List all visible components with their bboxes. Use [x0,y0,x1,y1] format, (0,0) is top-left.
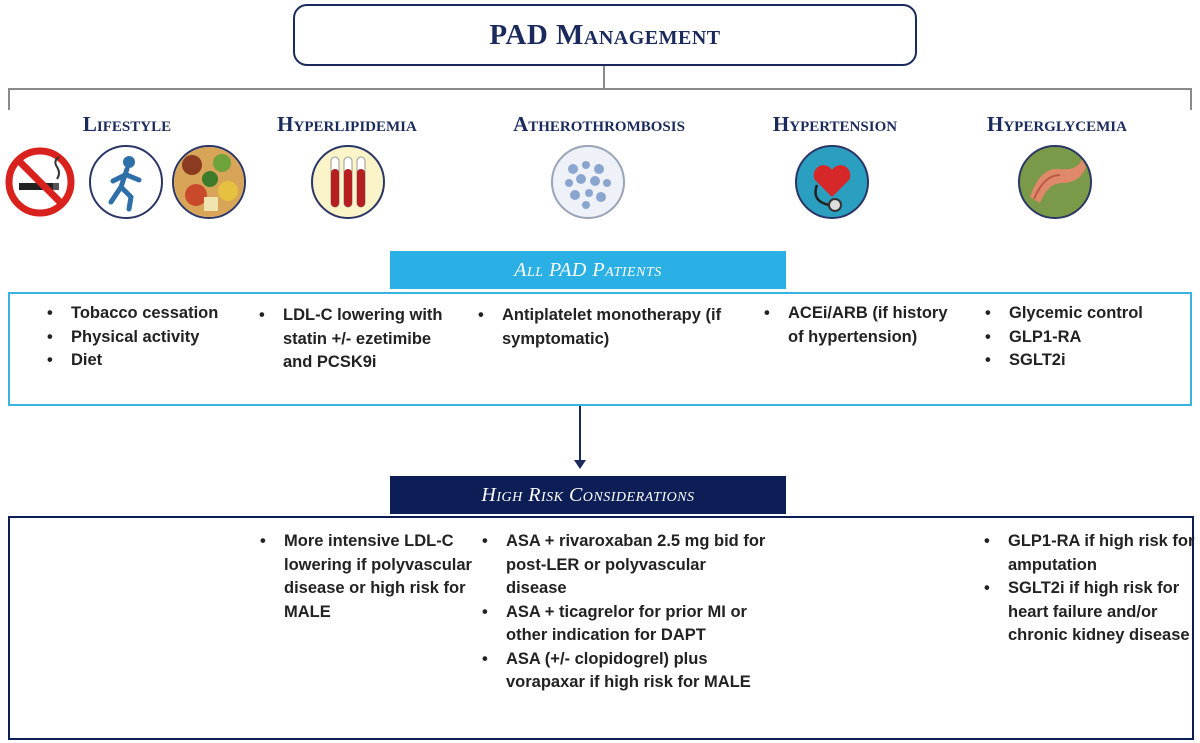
category-atherothrombosis: Atherothrombosis [513,112,685,136]
list-item: • Diet [71,349,261,373]
healthy-food-icon [172,145,246,219]
all-patients-col-hyperlipidemia [251,304,463,375]
high-risk-col-atherothrombosis [474,530,768,695]
category-hypertension: Hypertension [772,112,898,136]
high-risk-col-hyperglycemia [976,530,1200,648]
all-patients-col-atherothrombosis [470,304,762,351]
all-patients-col-lifestyle [39,302,261,373]
category-hyperlipidemia: Hyperlipidemia [277,112,417,136]
bracket-left-tick [8,88,10,110]
all-patients-col-hyperglycemia [977,302,1200,373]
list-item: • SGLT2i [1009,349,1200,373]
category-lifestyle: Lifestyle [82,112,172,136]
list-item: • More intensive LDL-C lowering if polyvascular disease or high risk for MALE [284,530,484,624]
flow-arrow-line [579,406,581,464]
category-hyperglycemia: Hyperglycemia [987,112,1127,136]
list-item: • Glycemic control [1009,302,1200,326]
list-item: • LDL-C lowering with statin +/- ezetimibe and PCSK9i [283,304,463,375]
title-box [293,4,917,66]
high-risk-col-hyperlipidemia [252,530,484,624]
list-item: • Physical activity [71,326,261,350]
heart-stethoscope-icon [795,145,869,219]
all-patients-col-hypertension [756,302,958,349]
list-item: • ASA + ticagrelor for prior MI or other indication for DAPT [506,601,768,648]
bracket-right-tick [1190,88,1192,110]
high-risk-banner: High Risk Considerations [390,476,786,514]
list-item: • ACEi/ARB (if history of hypertension) [788,302,958,349]
list-item: • Antiplatelet monotherapy (if symptomatic) [502,304,762,351]
runner-icon [89,145,163,219]
no-smoking-icon [5,147,75,217]
list-item: • Tobacco cessation [71,302,261,326]
list-item: • ASA (+/- clopidogrel) plus vorapaxar if high risk for MALE [506,648,768,695]
pancreas-icon [1018,145,1092,219]
platelets-icon [551,145,625,219]
title-connector [603,66,605,88]
list-item: • SGLT2i if high risk for heart failure and/or chronic kidney disease [1008,577,1200,648]
list-item: • GLP1-RA if high risk for amputation [1008,530,1200,577]
blood-tubes-icon [311,145,385,219]
category-bracket [8,88,1192,90]
all-patients-banner: All PAD Patients [390,251,786,289]
page-title: PAD Management [489,18,721,51]
list-item: • GLP1-RA [1009,326,1200,350]
flow-arrow-head [574,460,586,469]
list-item: • ASA + rivaroxaban 2.5 mg bid for post-LER or polyvascular disease [506,530,768,601]
